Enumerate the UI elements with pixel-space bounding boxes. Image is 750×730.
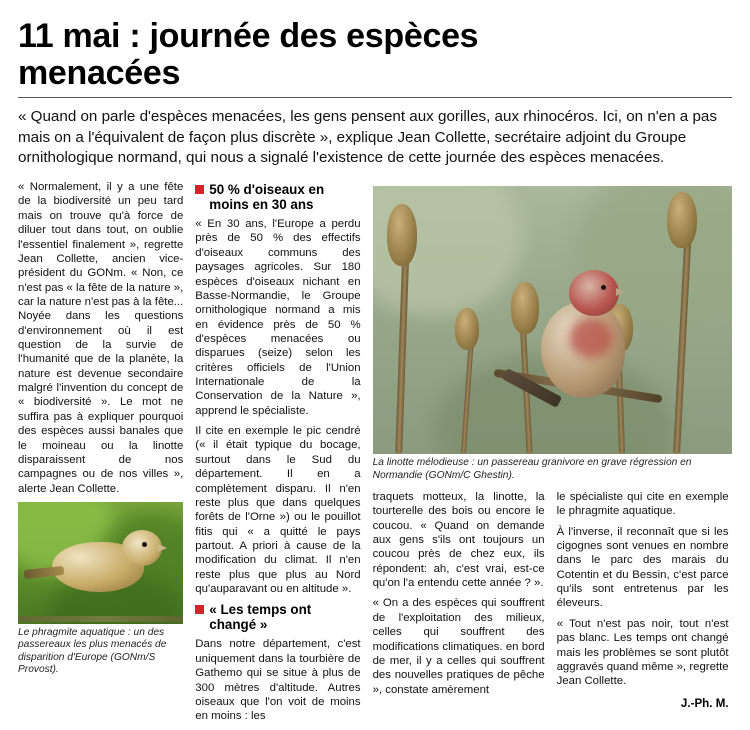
paragraph: « On a des espèces qui souffrent de l'exploitation des milieux, celles qui souffrent des modifications climatiques. en bord de mer, il y a celles qui souffrent des nouvelles pratiques de pêche », constate amèrement bbox=[372, 597, 545, 696]
column-two bbox=[195, 180, 360, 730]
photo-caption: La linotte mélodieuse : un passereau granivore en grave régression en Normandie (GONm/C Ghestin). bbox=[372, 457, 692, 481]
paragraph: Dans notre département, c'est uniquement dans la tourbière de Gathemo qui se situe à plus de 300 mètres d'altitude. Autres oiseaux que l'on voit de moins en moins : les bbox=[195, 638, 361, 723]
subheading-label: « Les temps ont changé » bbox=[209, 602, 312, 633]
photo-image bbox=[18, 502, 183, 624]
headline-divider bbox=[18, 97, 732, 98]
paragraph: le spécialiste qui cite en exemple le phragmite aquatique. bbox=[556, 490, 729, 518]
red-square-icon bbox=[195, 185, 204, 194]
red-square-icon bbox=[195, 605, 204, 614]
paragraph: « Normalement, il y a une fête de la biodiversité un peu tard mais on trouve qu'à force de diluer tout dans tout, on oublie l'essentiel finalement », regrette Jean Collette, ancien vice-président du GONm. « Non, ce n'est pas « la fête de la nature », car la nature n'est pas à la fête... Noyée dans les questions d'environnement où il est question de la survie de l'humanité que de la planète, la nature est devenue secondaire malgré l'invention du concept de « biodiversité ». Le mot ne suffira pas à expliquer pourquoi des espèces aussi banales que le moineau ou la linotte disparaissent de nos campagnes ou de nos villes », alerte Jean Collette. bbox=[18, 181, 184, 495]
page-title: 11 mai : journée des espèces menacées bbox=[18, 17, 479, 92]
paragraph: traquets motteux, la linotte, la tourterelle des bois ou encore le coucou. « Quand on demande aux gens s'ils ont toujours un coucou près de chez eux, ils répondent: ah, c'est vrai, est-ce qu'on l'a entendu cette année ? ». bbox=[372, 490, 545, 590]
paragraph: Il cite en exemple le pic cendré (« il était typique du bocage, surtout dans le Sud du département. Il en a complètement disparu. Il n'en reste plus que dans quelques forêts de l'Orne ») ou le pouillot fitis qui « a quitté le pays partout. A priori à cause de la modification du climat. Il n'en reste plus que plus au Nord qu'auparavant ou en altitude ». bbox=[195, 425, 361, 596]
column-one bbox=[18, 180, 183, 685]
column-three bbox=[373, 490, 545, 703]
subheading-les-temps-ont-change bbox=[195, 602, 360, 632]
byline: J.-Ph. M. bbox=[680, 696, 729, 710]
column-right bbox=[373, 180, 732, 710]
column-four bbox=[557, 490, 729, 710]
standfirst: « Quand on parle d'espèces menacées, les gens pensent aux gorilles, aux rhinocéros. Ici, on n'en a pas mais on a l'équivalent de façon plus discrète », explique Jean Collette, secrétaire adjoint du Groupe ornithologique normand, qui nous a signalé l'existence de cette journée des espèces menacées. bbox=[18, 108, 717, 166]
article-body bbox=[18, 180, 732, 730]
photo-phragmite-aquatique bbox=[18, 502, 183, 677]
right-text-columns bbox=[373, 490, 732, 710]
photo-linotte-melodieuse bbox=[373, 186, 732, 482]
subheading-fifty-percent bbox=[195, 182, 360, 212]
paragraph: « En 30 ans, l'Europe a perdu près de 50 % des effectifs d'oiseaux communs des paysages agricoles. Sur 180 espèces d'oiseaux nichant en Basse-Normandie, le Groupe ornithologique normand a mis en évidence près de 50 % d'espèces menacées ou disparues (seize) selon les critères officiels de l'Union Internationale de la Conservation de la Nature », apprend le spécialiste. bbox=[195, 218, 361, 417]
paragraph: À l'inverse, il reconnaît que si les cigognes sont venues en nombre dans le parc des marais du Cotentin et du Bessin, c'est parce qu'ils sont entretenus par les éleveurs. bbox=[556, 525, 729, 610]
photo-image bbox=[373, 186, 732, 454]
subheading-label: 50 % d'oiseaux en moins en 30 ans bbox=[209, 182, 325, 213]
paragraph: « Tout n'est pas noir, tout n'est pas blanc. Les temps ont changé mais les problèmes se sont plutôt aggravés quand même », regrette Jean Collette. bbox=[556, 617, 729, 688]
photo-caption: Le phragmite aquatique : un des passereaux les plus menacés de disparition d'Europe (GONm/S Provost). bbox=[18, 627, 167, 676]
